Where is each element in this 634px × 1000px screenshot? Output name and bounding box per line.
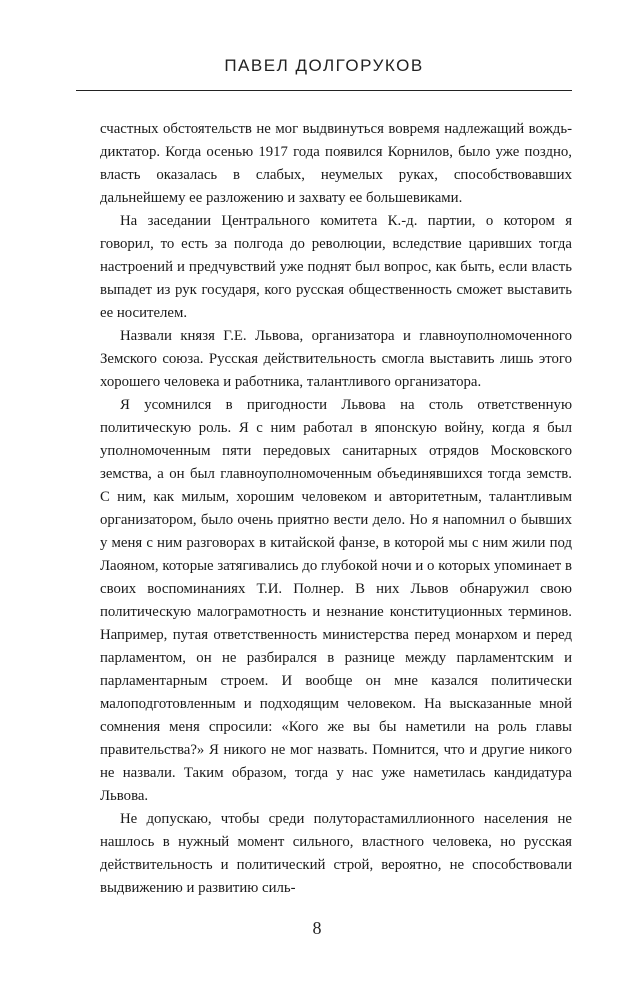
paragraph: счастных обстоятельств не мог выдвинуться вовремя надлежащий вождь-диктатор. Когда осенью 1917 года появился Корнилов, было уже поздно, власть оказалась в слабых, неумелых руках, способствовавших дальнейшему ее разложению и захвату ее большевиками.	[100, 121, 572, 206]
paragraph: На заседании Центрального комитета К.-д. партии, о котором я говорил, то есть за полгода до революции, вследствие царивших тогда настроений и предчувствий уже поднят был вопрос, как быть, если власть выпадет из рук государя, кого русская общественность сможет выставить ее носителем.	[100, 213, 572, 321]
paragraph: Я усомнился в пригодности Львова на столь ответственную политическую роль. Я с ним работал в японскую войну, когда я был уполномоченным пяти передовых санитарных отрядов Московского земства, а он был главноуполномоченным объединявшихся тогда земств. С ним, как милым, хорошим человеком и авторитетным, талантливым организатором, было очень приятно вести дело. Но я напомнил о бывших у меня с ним разговорах в китайской фанзе, в которой мы с ним жили под Лаояном, которые затягивались до глубокой ночи и о которых упоминает в своих воспоминаниях Т.И. Полнер. В них Львов обнаружил свою политическую малограмотность и незнание конституционных терминов. Например, путая ответственность министерства перед монархом и перед парламентом, он не разбирался в разнице между парламентским и парламентарным строем. И вообще он мне казался политически малоподготовленным и подходящим человеком. На высказанные мной сомнения меня спросили: «Кого же вы бы наметили на роль главы правительства?» Я никого не мог назвать. Помнится, что и другие никого не назвали. Таким образом, тогда у нас уже наметилась кандидатура Львова.	[100, 397, 572, 804]
page-number: 8	[312, 918, 322, 938]
paragraph: Не допускаю, чтобы среди полуторастамиллионного населения не нашлось в нужный момент сильного, властного человека, но русская действительность и политический строй, вероятно, не способствовали выдвижению и развитию силь-	[100, 811, 572, 896]
header-rule	[76, 90, 572, 91]
body-text	[100, 118, 572, 900]
running-head-title: ПАВЕЛ ДОЛГОРУКОВ	[224, 56, 424, 75]
paragraph: Назвали князя Г.Е. Львова, организатора и главноуполномоченного Земского союза. Русская действительность смогла выставить лишь этого хорошего человека и работника, талантливого организатора.	[100, 328, 572, 390]
